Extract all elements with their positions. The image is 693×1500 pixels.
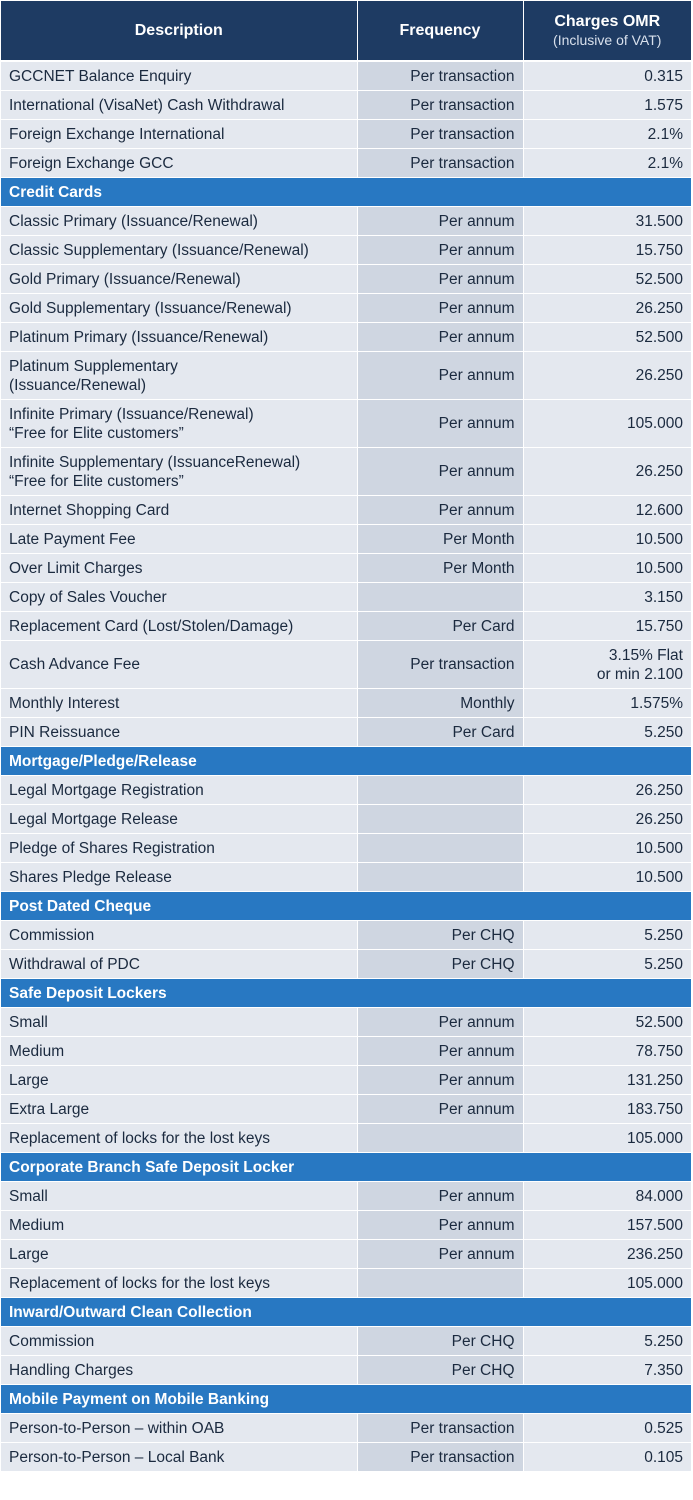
section-header-row xyxy=(1,1298,691,1327)
section-title: Post Dated Cheque xyxy=(1,892,691,921)
charge-value: 0.525 xyxy=(644,1419,683,1437)
charge-value: 10.500 xyxy=(635,530,683,548)
charge-cell xyxy=(523,1443,691,1472)
table-row xyxy=(1,1240,691,1269)
table-row xyxy=(1,863,691,892)
charge-value: 52.500 xyxy=(635,270,683,288)
frequency-cell: Per annum xyxy=(357,400,523,448)
charge-value: 183.750 xyxy=(626,1100,683,1118)
description-cell xyxy=(1,612,357,641)
frequency-cell: Per transaction xyxy=(357,120,523,149)
description-text: Extra Large xyxy=(9,1100,90,1118)
description-text: Copy of Sales Voucher xyxy=(9,588,167,606)
charge-cell xyxy=(523,265,691,294)
charge-value: 26.250 xyxy=(635,463,683,480)
charge-cell xyxy=(523,496,691,525)
charge-value: or min 2.100 xyxy=(596,665,683,683)
description-text: Person-to-Person – Local Bank xyxy=(9,1448,225,1466)
table-row xyxy=(1,265,691,294)
frequency-cell: Per transaction xyxy=(357,61,523,91)
frequency-cell: Per CHQ xyxy=(357,1327,523,1356)
charge-value: 0.105 xyxy=(644,1448,683,1466)
description-text: Gold Supplementary (Issuance/Renewal) xyxy=(9,299,292,317)
charge-value: 15.750 xyxy=(635,241,683,259)
charge-cell xyxy=(523,120,691,149)
charge-cell xyxy=(523,525,691,554)
frequency-cell: Per transaction xyxy=(357,1414,523,1443)
description-cell xyxy=(1,91,357,120)
table-row xyxy=(1,1211,691,1240)
description-text: GCCNET Balance Enquiry xyxy=(9,67,192,85)
description-cell xyxy=(1,352,357,400)
charge-value: 26.250 xyxy=(635,781,683,799)
description-cell xyxy=(1,1095,357,1124)
charge-cell xyxy=(523,921,691,950)
charge-cell xyxy=(523,61,691,91)
table-row xyxy=(1,950,691,979)
section-header-row xyxy=(1,1153,691,1182)
table-row xyxy=(1,718,691,747)
description-text: Replacement of locks for the lost keys xyxy=(9,1274,271,1292)
charge-cell xyxy=(523,1211,691,1240)
description-cell xyxy=(1,294,357,323)
table-row xyxy=(1,583,691,612)
description-cell xyxy=(1,554,357,583)
charge-cell xyxy=(523,554,691,583)
section-title: Credit Cards xyxy=(1,178,691,207)
table-row xyxy=(1,834,691,863)
table-row xyxy=(1,1008,691,1037)
charge-cell xyxy=(523,1124,691,1153)
description-cell xyxy=(1,805,357,834)
description-cell xyxy=(1,496,357,525)
description-cell xyxy=(1,1269,357,1298)
frequency-cell: Per annum xyxy=(357,1037,523,1066)
charge-cell xyxy=(523,1008,691,1037)
description-text: Handling Charges xyxy=(9,1361,134,1379)
frequency-cell xyxy=(357,805,523,834)
charge-value: 131.250 xyxy=(626,1071,683,1089)
charge-value: 105.000 xyxy=(626,1129,683,1147)
table-row xyxy=(1,1124,691,1153)
frequency-cell: Per annum xyxy=(357,1240,523,1269)
frequency-cell: Per transaction xyxy=(357,641,523,689)
description-text: Over Limit Charges xyxy=(9,559,143,577)
frequency-cell: Per annum xyxy=(357,1066,523,1095)
description-text: Person-to-Person – within OAB xyxy=(9,1419,225,1437)
charge-cell xyxy=(523,323,691,352)
table-row xyxy=(1,554,691,583)
description-cell xyxy=(1,1327,357,1356)
description-cell xyxy=(1,448,357,496)
section-title: Corporate Branch Safe Deposit Locker xyxy=(1,1153,691,1182)
description-cell xyxy=(1,525,357,554)
description-cell xyxy=(1,583,357,612)
charge-cell xyxy=(523,1182,691,1211)
section-header-row xyxy=(1,892,691,921)
header-frequency: Frequency xyxy=(357,1,523,61)
description-cell xyxy=(1,400,357,448)
description-cell xyxy=(1,776,357,805)
description-text: Late Payment Fee xyxy=(9,530,136,548)
charge-cell xyxy=(523,149,691,178)
table-row xyxy=(1,689,691,718)
section-title: Safe Deposit Lockers xyxy=(1,979,691,1008)
section-header-row xyxy=(1,979,691,1008)
section-header-row xyxy=(1,747,691,776)
table-row xyxy=(1,1037,691,1066)
description-text: Internet Shopping Card xyxy=(9,501,170,519)
frequency-cell: Monthly xyxy=(357,689,523,718)
table-row xyxy=(1,1095,691,1124)
description-text: Gold Primary (Issuance/Renewal) xyxy=(9,270,241,288)
frequency-cell: Per annum xyxy=(357,448,523,496)
table-row xyxy=(1,921,691,950)
description-cell xyxy=(1,1182,357,1211)
charge-cell xyxy=(523,1095,691,1124)
frequency-cell: Per annum xyxy=(357,352,523,400)
charge-value: 5.250 xyxy=(644,723,683,741)
frequency-cell xyxy=(357,776,523,805)
description-text: Commission xyxy=(9,926,95,944)
charge-cell xyxy=(523,294,691,323)
table-row xyxy=(1,496,691,525)
charge-value: 26.250 xyxy=(635,367,683,384)
description-text: Platinum Primary (Issuance/Renewal) xyxy=(9,328,269,346)
charge-cell xyxy=(523,91,691,120)
description-text: Classic Supplementary (Issuance/Renewal) xyxy=(9,241,309,259)
description-cell xyxy=(1,1443,357,1472)
charge-cell xyxy=(523,776,691,805)
description-cell xyxy=(1,1008,357,1037)
charge-cell xyxy=(523,718,691,747)
table-row xyxy=(1,61,691,91)
frequency-cell: Per annum xyxy=(357,496,523,525)
table-row xyxy=(1,1066,691,1095)
description-text: Small xyxy=(9,1187,48,1205)
charge-value: 1.575% xyxy=(630,694,683,712)
description-cell xyxy=(1,236,357,265)
description-text: Medium xyxy=(9,1042,65,1060)
description-text: (Issuance/Renewal) xyxy=(9,376,146,394)
description-cell xyxy=(1,207,357,236)
description-text: Shares Pledge Release xyxy=(9,868,172,886)
description-cell xyxy=(1,921,357,950)
description-cell xyxy=(1,265,357,294)
table-body xyxy=(1,61,691,1472)
frequency-cell: Per Month xyxy=(357,525,523,554)
frequency-cell: Per annum xyxy=(357,294,523,323)
description-cell xyxy=(1,689,357,718)
table-row xyxy=(1,1356,691,1385)
table-row xyxy=(1,294,691,323)
frequency-cell: Per annum xyxy=(357,1008,523,1037)
description-cell xyxy=(1,149,357,178)
frequency-cell: Per Card xyxy=(357,612,523,641)
charge-cell xyxy=(523,1240,691,1269)
table-row xyxy=(1,236,691,265)
description-text: Pledge of Shares Registration xyxy=(9,839,215,857)
frequency-cell: Per Month xyxy=(357,554,523,583)
frequency-cell: Per annum xyxy=(357,265,523,294)
frequency-cell: Per CHQ xyxy=(357,921,523,950)
charge-value: 31.500 xyxy=(635,212,683,230)
frequency-cell: Per annum xyxy=(357,236,523,265)
table-row xyxy=(1,1414,691,1443)
charge-cell xyxy=(523,950,691,979)
table-row xyxy=(1,1327,691,1356)
table-header xyxy=(1,1,691,61)
charge-cell xyxy=(523,612,691,641)
description-cell xyxy=(1,834,357,863)
table-row xyxy=(1,1269,691,1298)
table-row xyxy=(1,612,691,641)
charge-cell xyxy=(523,583,691,612)
charge-value: 10.500 xyxy=(635,868,683,886)
table-row xyxy=(1,448,691,496)
frequency-cell: Per annum xyxy=(357,323,523,352)
description-text: Infinite Supplementary (IssuanceRenewal) xyxy=(9,453,301,471)
charge-cell xyxy=(523,1066,691,1095)
section-title: Inward/Outward Clean Collection xyxy=(1,1298,691,1327)
table-row xyxy=(1,323,691,352)
description-text: Monthly Interest xyxy=(9,694,120,712)
frequency-cell: Per CHQ xyxy=(357,1356,523,1385)
charge-value: 5.250 xyxy=(644,955,683,973)
frequency-cell: Per Card xyxy=(357,718,523,747)
description-text: International (VisaNet) Cash Withdrawal xyxy=(9,96,285,114)
charge-value: 7.350 xyxy=(644,1361,683,1379)
description-cell xyxy=(1,61,357,91)
frequency-cell: Per CHQ xyxy=(357,950,523,979)
charge-value: 105.000 xyxy=(626,1274,683,1292)
frequency-cell xyxy=(357,863,523,892)
charge-cell xyxy=(523,236,691,265)
frequency-cell: Per transaction xyxy=(357,149,523,178)
charge-value: 10.500 xyxy=(635,839,683,857)
table-row xyxy=(1,525,691,554)
charge-value: 1.575 xyxy=(644,96,683,114)
description-text: “Free for Elite customers” xyxy=(9,424,184,442)
description-text: PIN Reissuance xyxy=(9,723,121,741)
description-cell xyxy=(1,1356,357,1385)
charge-value: 52.500 xyxy=(635,328,683,346)
table-row xyxy=(1,641,691,689)
description-text: Commission xyxy=(9,1332,95,1350)
charge-value: 105.000 xyxy=(626,415,683,432)
description-cell xyxy=(1,323,357,352)
description-text: Platinum Supplementary xyxy=(9,357,178,375)
section-header-row xyxy=(1,178,691,207)
charge-value: 157.500 xyxy=(626,1216,683,1234)
charge-value: 15.750 xyxy=(635,617,683,635)
description-cell xyxy=(1,120,357,149)
table-row xyxy=(1,91,691,120)
description-text: Withdrawal of PDC xyxy=(9,955,140,973)
charge-value: 26.250 xyxy=(635,299,683,317)
frequency-cell xyxy=(357,583,523,612)
section-title: Mortgage/Pledge/Release xyxy=(1,747,691,776)
charge-value: 84.000 xyxy=(635,1187,683,1205)
charge-cell xyxy=(523,641,691,689)
section-header-row xyxy=(1,1385,691,1414)
description-text: Foreign Exchange International xyxy=(9,125,225,143)
charge-cell xyxy=(523,1327,691,1356)
frequency-cell xyxy=(357,1269,523,1298)
description-cell xyxy=(1,1211,357,1240)
charge-value: 78.750 xyxy=(635,1042,683,1060)
frequency-cell: Per annum xyxy=(357,207,523,236)
charge-value: 5.250 xyxy=(644,926,683,944)
charge-value: 12.600 xyxy=(635,501,683,519)
table-row xyxy=(1,776,691,805)
description-text: Medium xyxy=(9,1216,65,1234)
description-cell xyxy=(1,1037,357,1066)
header-charges-label: Charges OMR xyxy=(554,13,661,30)
frequency-cell: Per annum xyxy=(357,1182,523,1211)
charges-table xyxy=(1,1,691,1472)
description-text: Large xyxy=(9,1245,49,1263)
table-row xyxy=(1,1443,691,1472)
charge-value: 0.315 xyxy=(644,67,683,85)
charge-value: 3.150 xyxy=(644,588,683,606)
table-row xyxy=(1,400,691,448)
header-charges-note: (Inclusive of VAT) xyxy=(553,32,662,48)
charge-cell xyxy=(523,863,691,892)
header-description: Description xyxy=(1,1,357,61)
charge-cell xyxy=(523,689,691,718)
table-row xyxy=(1,149,691,178)
charge-value: 10.500 xyxy=(635,559,683,577)
charge-cell xyxy=(523,1269,691,1298)
charge-value: 236.250 xyxy=(626,1245,683,1263)
frequency-cell xyxy=(357,1124,523,1153)
description-text: Large xyxy=(9,1071,49,1089)
charge-value: 5.250 xyxy=(644,1332,683,1350)
table-row xyxy=(1,352,691,400)
header-charges xyxy=(523,1,691,61)
description-cell xyxy=(1,1414,357,1443)
charge-value: 2.1% xyxy=(647,154,683,172)
description-text: Replacement Card (Lost/Stolen/Damage) xyxy=(9,617,294,635)
description-cell xyxy=(1,1240,357,1269)
charge-cell xyxy=(523,834,691,863)
description-cell xyxy=(1,1066,357,1095)
description-text: Legal Mortgage Release xyxy=(9,810,178,828)
description-text: “Free for Elite customers” xyxy=(9,472,184,490)
table-row xyxy=(1,120,691,149)
charge-cell xyxy=(523,805,691,834)
charge-value: 26.250 xyxy=(635,810,683,828)
frequency-cell: Per annum xyxy=(357,1095,523,1124)
charge-value: 52.500 xyxy=(635,1013,683,1031)
description-text: Replacement of locks for the lost keys xyxy=(9,1129,271,1147)
charge-cell xyxy=(523,448,691,496)
charge-value: 2.1% xyxy=(647,125,683,143)
description-cell xyxy=(1,950,357,979)
description-text: Small xyxy=(9,1013,48,1031)
description-text: Legal Mortgage Registration xyxy=(9,781,204,799)
description-text: Foreign Exchange GCC xyxy=(9,154,174,172)
table-row xyxy=(1,805,691,834)
section-title: Mobile Payment on Mobile Banking xyxy=(1,1385,691,1414)
charge-cell xyxy=(523,1037,691,1066)
charge-cell xyxy=(523,1356,691,1385)
frequency-cell xyxy=(357,834,523,863)
description-cell xyxy=(1,863,357,892)
description-cell xyxy=(1,641,357,689)
description-text: Cash Advance Fee xyxy=(9,656,140,673)
charge-cell xyxy=(523,1414,691,1443)
charge-value: 3.15% Flat xyxy=(608,646,683,664)
description-text: Infinite Primary (Issuance/Renewal) xyxy=(9,405,254,423)
charge-cell xyxy=(523,352,691,400)
frequency-cell: Per annum xyxy=(357,1211,523,1240)
charge-cell xyxy=(523,400,691,448)
charge-cell xyxy=(523,207,691,236)
description-cell xyxy=(1,718,357,747)
frequency-cell: Per transaction xyxy=(357,91,523,120)
table-row xyxy=(1,207,691,236)
frequency-cell: Per transaction xyxy=(357,1443,523,1472)
description-text: Classic Primary (Issuance/Renewal) xyxy=(9,212,258,230)
description-cell xyxy=(1,1124,357,1153)
table-row xyxy=(1,1182,691,1211)
